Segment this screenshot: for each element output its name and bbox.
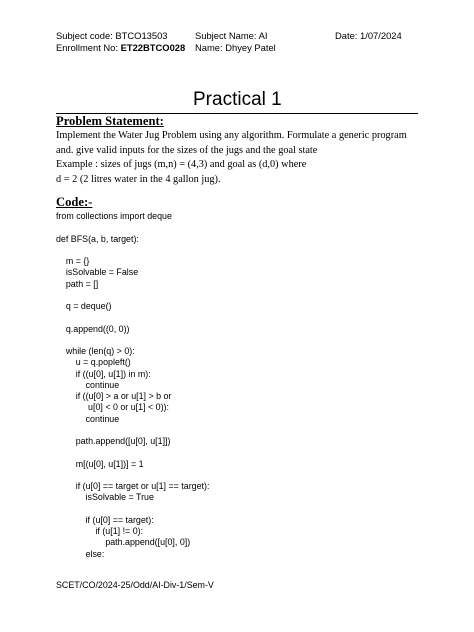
code-line: while (len(q) > 0): <box>56 346 135 356</box>
code-line: q = deque() <box>56 301 112 311</box>
code-line <box>56 290 209 301</box>
code-line: from collections import deque <box>56 211 172 221</box>
code-line: continue <box>56 413 120 424</box>
problem-statement-heading: Problem Statement: <box>56 114 164 128</box>
problem-line: d = 2 (2 litres water in the 4 gallon jug). <box>56 173 221 185</box>
code-block <box>56 211 209 560</box>
code-line: if ((u[0], u[1]) in m): <box>56 368 151 379</box>
enrollment-value: ET22BTCO028 <box>120 42 186 53</box>
student-name: Name: Dhyey Patel <box>195 42 276 53</box>
code-line: continue <box>56 379 120 390</box>
code-line <box>56 245 209 256</box>
code-line: path = [] <box>56 278 99 289</box>
code-line: if (u[0] == target or u[1] == target): <box>56 481 210 491</box>
code-line <box>56 504 209 515</box>
code-line: q.append((0, 0)) <box>56 323 130 334</box>
code-line: if (u[1] != 0): <box>56 526 144 536</box>
problem-line: and. give valid inputs for the sizes of the jugs and the goal state <box>56 144 318 156</box>
problem-line: Implement the Water Jug Problem using any algorithm. Formulate a generic program <box>56 130 407 141</box>
enrollment-number <box>56 42 185 54</box>
page-footer: SCET/CO/2024-25/Odd/AI-Div-1/Sem-V <box>56 580 214 590</box>
code-line: u[0] < 0 or u[1] < 0)): <box>56 402 169 413</box>
code-line: isSolvable = True <box>56 492 154 503</box>
code-line: if (u[0] == target): <box>56 514 154 525</box>
enrollment-label: Enrollment No: <box>56 42 121 53</box>
code-line: m = {} <box>56 256 90 266</box>
code-line: def BFS(a, b, target): <box>56 233 139 244</box>
code-line: isSolvable = False <box>56 267 139 278</box>
code-line: m[(u[0], u[1])] = 1 <box>56 458 144 469</box>
code-line <box>56 222 209 233</box>
problem-line: Example : sizes of jugs (m,n) = (4,3) and goal as (d,0) where <box>56 159 307 171</box>
subject-name: Subject Name: AI <box>195 30 268 41</box>
code-line <box>56 312 209 323</box>
code-line <box>56 335 209 346</box>
page-title: Practical 1 <box>193 89 282 110</box>
document-date: Date: 1/07/2024 <box>335 30 402 41</box>
code-line: else: <box>56 548 105 559</box>
subject-code: Subject code: BTCO13503 <box>56 30 168 41</box>
code-line: if ((u[0] > a or u[1] > b or <box>56 391 172 401</box>
problem-statement-body <box>56 129 426 187</box>
code-line <box>56 447 209 458</box>
code-line: path.append([u[0], u[1]]) <box>56 436 171 446</box>
code-heading: Code:- <box>56 195 93 209</box>
code-line <box>56 425 209 436</box>
code-line: u = q.popleft() <box>56 357 131 368</box>
code-line <box>56 470 209 481</box>
code-line: path.append([u[0], 0]) <box>56 537 191 548</box>
